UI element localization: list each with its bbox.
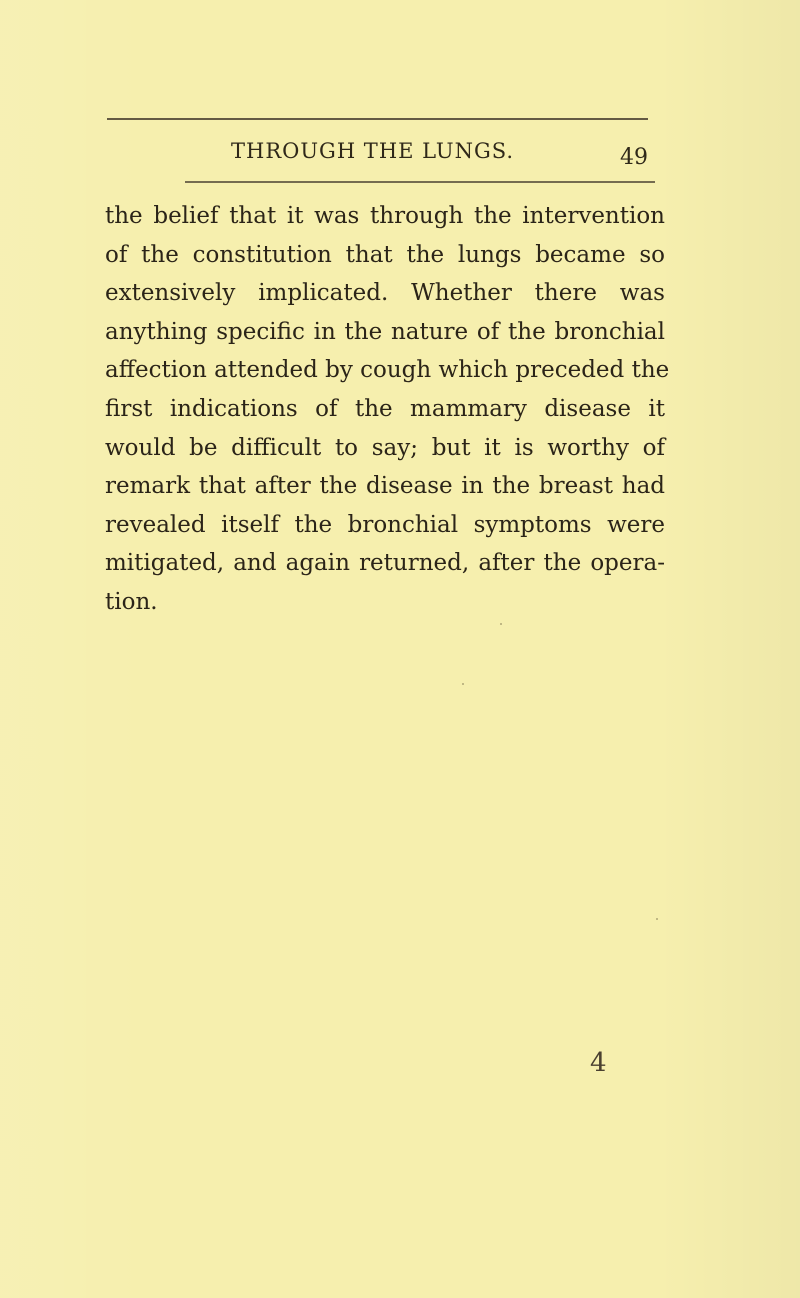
text-line-2: of the constitution that the lungs became so: [105, 241, 665, 268]
text-line-11: tion.: [105, 588, 158, 615]
header-top-rule: [107, 118, 648, 120]
text-line-5: affection attended by cough which preceded the: [105, 357, 670, 384]
paper-speck: [500, 623, 502, 625]
header-bottom-rule: [185, 181, 655, 183]
text-line-8: remark that after the disease in the breast had: [105, 473, 665, 500]
text-line-1: the belief that it was through the intervention: [105, 203, 665, 229]
signature-mark: 4: [590, 1048, 607, 1078]
text-line-7: would be difficult to say; but it is worthy of: [105, 434, 665, 461]
running-head: THROUGH THE LUNGS.: [231, 139, 515, 163]
text-line-10: mitigated, and again returned, after the opera-: [105, 550, 665, 577]
text-line-4: anything specific in the nature of the bronchial: [105, 318, 665, 345]
body-text: [105, 197, 670, 622]
text-line-9: revealed itself the bronchial symptoms were: [105, 511, 665, 538]
page-number: 49: [620, 145, 648, 170]
paper-speck: [462, 683, 464, 685]
text-line-3: extensively implicated. Whether there was: [105, 280, 665, 307]
paper-speck: [656, 918, 658, 920]
text-line-6: first indications of the mammary disease it: [105, 395, 665, 422]
